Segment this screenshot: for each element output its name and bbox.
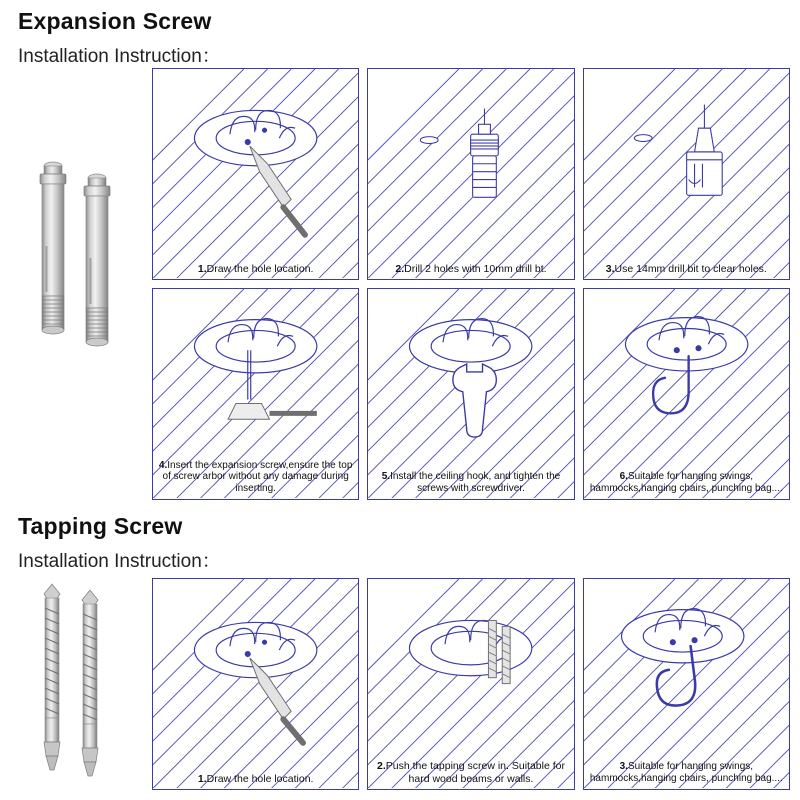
step-number: 4. bbox=[158, 459, 168, 471]
expansion-screw-title: Expansion Screw bbox=[18, 8, 212, 34]
expansion-step-6-caption bbox=[588, 471, 785, 495]
step-number: 1. bbox=[197, 772, 207, 785]
step-text: Suitable for hanging swings, hammocks,hanging chairs, punching bag.... bbox=[589, 761, 783, 785]
hook-plate-drawing bbox=[153, 69, 358, 278]
step-number: 2. bbox=[395, 262, 405, 275]
expansion-steps-grid bbox=[152, 68, 790, 500]
finished-hook-drawing bbox=[584, 579, 789, 788]
step-number: 2. bbox=[377, 760, 386, 773]
drill-drawing bbox=[368, 69, 573, 278]
tapping-step-3-panel bbox=[583, 578, 790, 790]
drill-bit-drawing bbox=[584, 69, 789, 278]
expansion-step-1-panel bbox=[152, 68, 359, 280]
expansion-step-4-panel bbox=[152, 288, 359, 500]
step-text: Draw the hole location. bbox=[206, 262, 314, 275]
tapping-screw-title: Tapping Screw bbox=[18, 513, 183, 539]
wrench-tighten-drawing bbox=[368, 289, 573, 498]
step-text: Install the ceiling hook, and tighten the screws with screwdriver. bbox=[390, 471, 561, 495]
step-number: 1. bbox=[197, 262, 207, 275]
step-number: 5. bbox=[381, 471, 391, 483]
step-number: 3. bbox=[605, 262, 615, 275]
step-number: 6. bbox=[619, 471, 628, 483]
tapping-step-1-caption bbox=[157, 773, 354, 785]
expansion-screw-product-image bbox=[8, 150, 148, 380]
expansion-step-3-caption bbox=[588, 263, 785, 275]
tapping-screw-product-image bbox=[8, 580, 148, 780]
expansion-step-5-caption bbox=[372, 471, 569, 495]
tapping-step-3-caption bbox=[588, 761, 785, 785]
push-screw-drawing bbox=[368, 579, 573, 788]
tapping-steps-grid bbox=[152, 578, 790, 790]
step-text: Use 14mm drill bit to clear holes. bbox=[614, 262, 767, 275]
hook-plate-drawing bbox=[153, 579, 358, 788]
finished-hook-drawing bbox=[584, 289, 789, 498]
expansion-step-3-panel bbox=[583, 68, 790, 280]
step-text: Draw the hole location. bbox=[206, 772, 314, 785]
step-text: Drill 2 holes with 10mm drill bt. bbox=[404, 262, 547, 275]
step-text: Push the tapping screw in. Suitable for hard wood beams or walls. bbox=[385, 760, 565, 785]
expansion-step-5-panel bbox=[367, 288, 574, 500]
expansion-step-2-caption bbox=[372, 263, 569, 275]
expansion-step-1-caption bbox=[157, 263, 354, 275]
step-number: 3. bbox=[619, 761, 628, 773]
expansion-step-6-panel bbox=[583, 288, 790, 500]
expansion-step-2-panel bbox=[367, 68, 574, 280]
step-text: Suitable for hanging swings, hammocks,hanging chairs, punching bag.... bbox=[589, 471, 783, 495]
expansion-step-4-caption bbox=[157, 460, 354, 495]
tapping-step-2-caption bbox=[372, 760, 569, 785]
expansion-screw-subtitle: Installation Instruction： bbox=[18, 46, 221, 67]
tapping-screw-subtitle: Installation Instruction： bbox=[18, 551, 221, 572]
step-text: Insert the expansion screw,ensure the top of screw arbor without any damage during inserting. bbox=[162, 459, 353, 495]
tapping-step-1-panel bbox=[152, 578, 359, 790]
tapping-step-2-panel bbox=[367, 578, 574, 790]
